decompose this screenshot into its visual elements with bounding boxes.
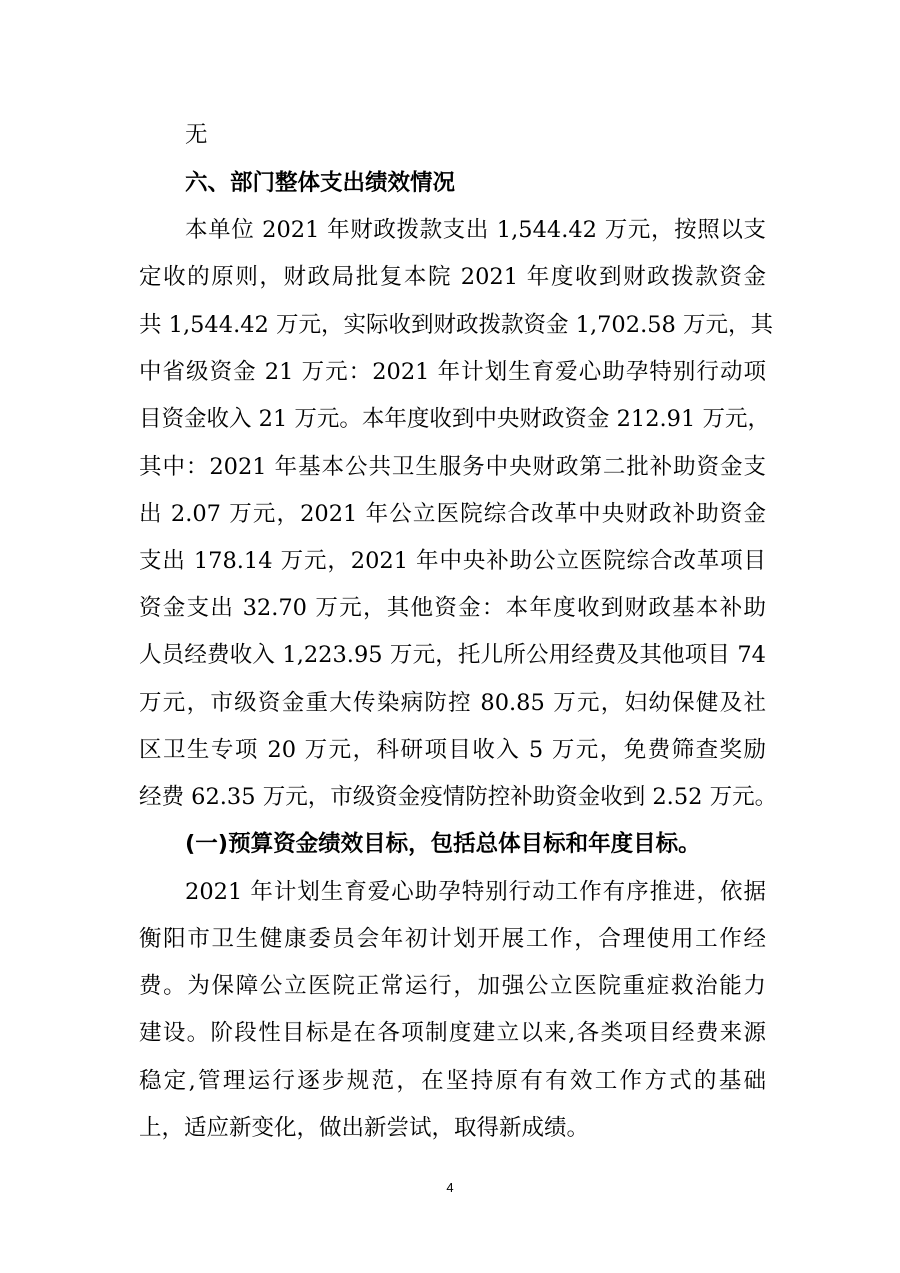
paragraph-line: 目资金收入 21 万元。本年度收到中央财政资金 212.91 万元，	[139, 406, 770, 432]
paragraph-line: 其中：2021 年基本公共卫生服务中央财政第二批补助资金支	[139, 454, 766, 480]
paragraph-line: 本单位 2021 年财政拨款支出 1,544.42 万元，按照以支	[185, 217, 766, 243]
paragraph-line: 建设。阶段性目标是在各项制度建立以来,各类项目经费来源	[139, 1020, 766, 1046]
paragraph-line: 稳定,管理运行逐步规范，在坚持原有有效工作方式的基础	[139, 1068, 766, 1094]
paragraph-line: 中省级资金 21 万元：2021 年计划生育爱心助孕特别行动项	[139, 359, 766, 385]
page-number: 4	[446, 1180, 454, 1195]
paragraph-line: 共 1,544.42 万元，实际收到财政拨款资金 1,702.58 万元，其	[139, 312, 773, 338]
paragraph-line: 出 2.07 万元，2021 年公立医院综合改革中央财政补助资金	[139, 501, 766, 527]
top-fragment-text: 无	[185, 122, 208, 148]
section-heading: 六、部门整体支出绩效情况	[185, 170, 456, 196]
paragraph-line: 2021 年计划生育爱心助孕特别行动工作有序推进，依据	[185, 879, 766, 905]
paragraph-line: 万元，市级资金重大传染病防控 80.85 万元，妇幼保健及社	[139, 690, 766, 716]
paragraph-line: 经费 62.35 万元，市级资金疫情防控补助资金收到 2.52 万元。	[139, 784, 778, 810]
paragraph-line: 区卫生专项 20 万元，科研项目收入 5 万元，免费筛查奖励	[139, 737, 766, 763]
paragraph-line: 资金支出 32.70 万元，其他资金：本年度收到财政基本补助	[139, 595, 766, 621]
paragraph-line: 人员经费收入 1,223.95 万元，托儿所公用经费及其他项目 74	[139, 642, 766, 668]
paragraph-line: 定收的原则，财政局批复本院 2021 年度收到财政拨款资金	[139, 264, 766, 290]
paragraph-line: 费。为保障公立医院正常运行，加强公立医院重症救治能力	[139, 973, 766, 999]
paragraph-line: 上，适应新变化，做出新尝试，取得新成绩。	[139, 1115, 590, 1141]
paragraph-line: 支出 178.14 万元，2021 年中央补助公立医院综合改革项目	[139, 548, 766, 574]
subheading-performance-goals: (一)预算资金绩效目标，包括总体目标和年度目标。	[185, 831, 701, 857]
paragraph-line: 衡阳市卫生健康委员会年初计划开展工作，合理使用工作经	[139, 926, 766, 952]
